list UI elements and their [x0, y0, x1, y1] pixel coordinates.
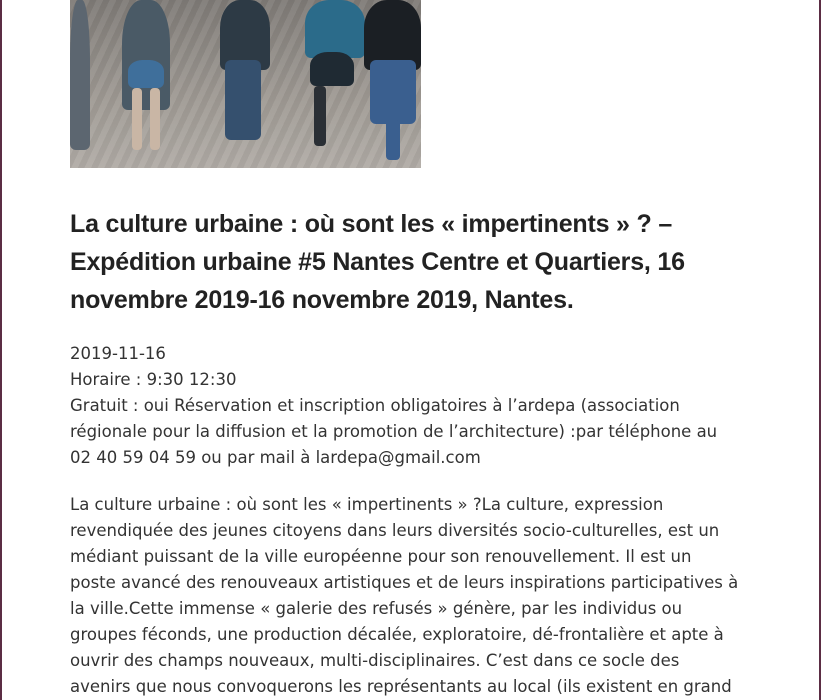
event-info-line: Gratuit : oui Réservation et inscription obligatoires à l’ardepa (association: [70, 396, 680, 415]
photo-figure: [386, 120, 400, 160]
photo-figure: [305, 0, 365, 58]
description-line: La culture urbaine : où sont les « impertinents » ?La culture, expression: [70, 495, 664, 514]
photo-figure: [314, 86, 326, 146]
event-title: [70, 205, 762, 319]
event-info-line: 02 40 59 04 59 ou par mail à lardepa@gmail.com: [70, 448, 481, 467]
photo-figure: [122, 0, 170, 110]
event-meta: [70, 341, 762, 471]
description-line: ouvrir des champs nouveaux, multi-disciplinaires. C’est dans ce socle des: [70, 651, 680, 670]
event-schedule: Horaire : 9:30 12:30: [70, 370, 237, 389]
event-title-line: La culture urbaine : où sont les « impertinents » ? –: [70, 210, 673, 238]
event-date: 2019-11-16: [70, 344, 166, 363]
photo-figure: [128, 60, 164, 88]
description-line: la ville.Cette immense « galerie des refusés » génère, par les individus ou: [70, 599, 683, 618]
event-article: [70, 0, 762, 700]
event-title-line: Expédition urbaine #5 Nantes Centre et Quartiers, 16: [70, 248, 685, 276]
description-line: poste avancé des renouveaux artistiques et de leurs inspirations participatives à: [70, 573, 739, 592]
photo-figure: [70, 0, 90, 150]
description-line: revendiquée des jeunes citoyens dans leurs diversités socio-culturelles, est un: [70, 521, 720, 540]
event-description: [70, 492, 762, 700]
photo-figure: [150, 88, 160, 150]
photo-figure: [370, 60, 416, 124]
event-title-line: novembre 2019-16 novembre 2019, Nantes.: [70, 286, 574, 314]
description-line: avenirs que nous convoquerons les représentants au local (ils existent en grand: [70, 677, 732, 696]
description-line: médiant puissant de la ville européenne pour son renouvellement. Il est un: [70, 547, 692, 566]
photo-figure: [132, 88, 142, 150]
photo-figure: [225, 60, 261, 140]
description-line: groupes féconds, une production décalée, exploratoire, dé-frontalière et apte à: [70, 625, 724, 644]
event-photo: [70, 0, 421, 168]
photo-figure: [310, 52, 354, 86]
event-info-line: régionale pour la diffusion et la promotion de l’architecture) :par téléphone au: [70, 422, 718, 441]
